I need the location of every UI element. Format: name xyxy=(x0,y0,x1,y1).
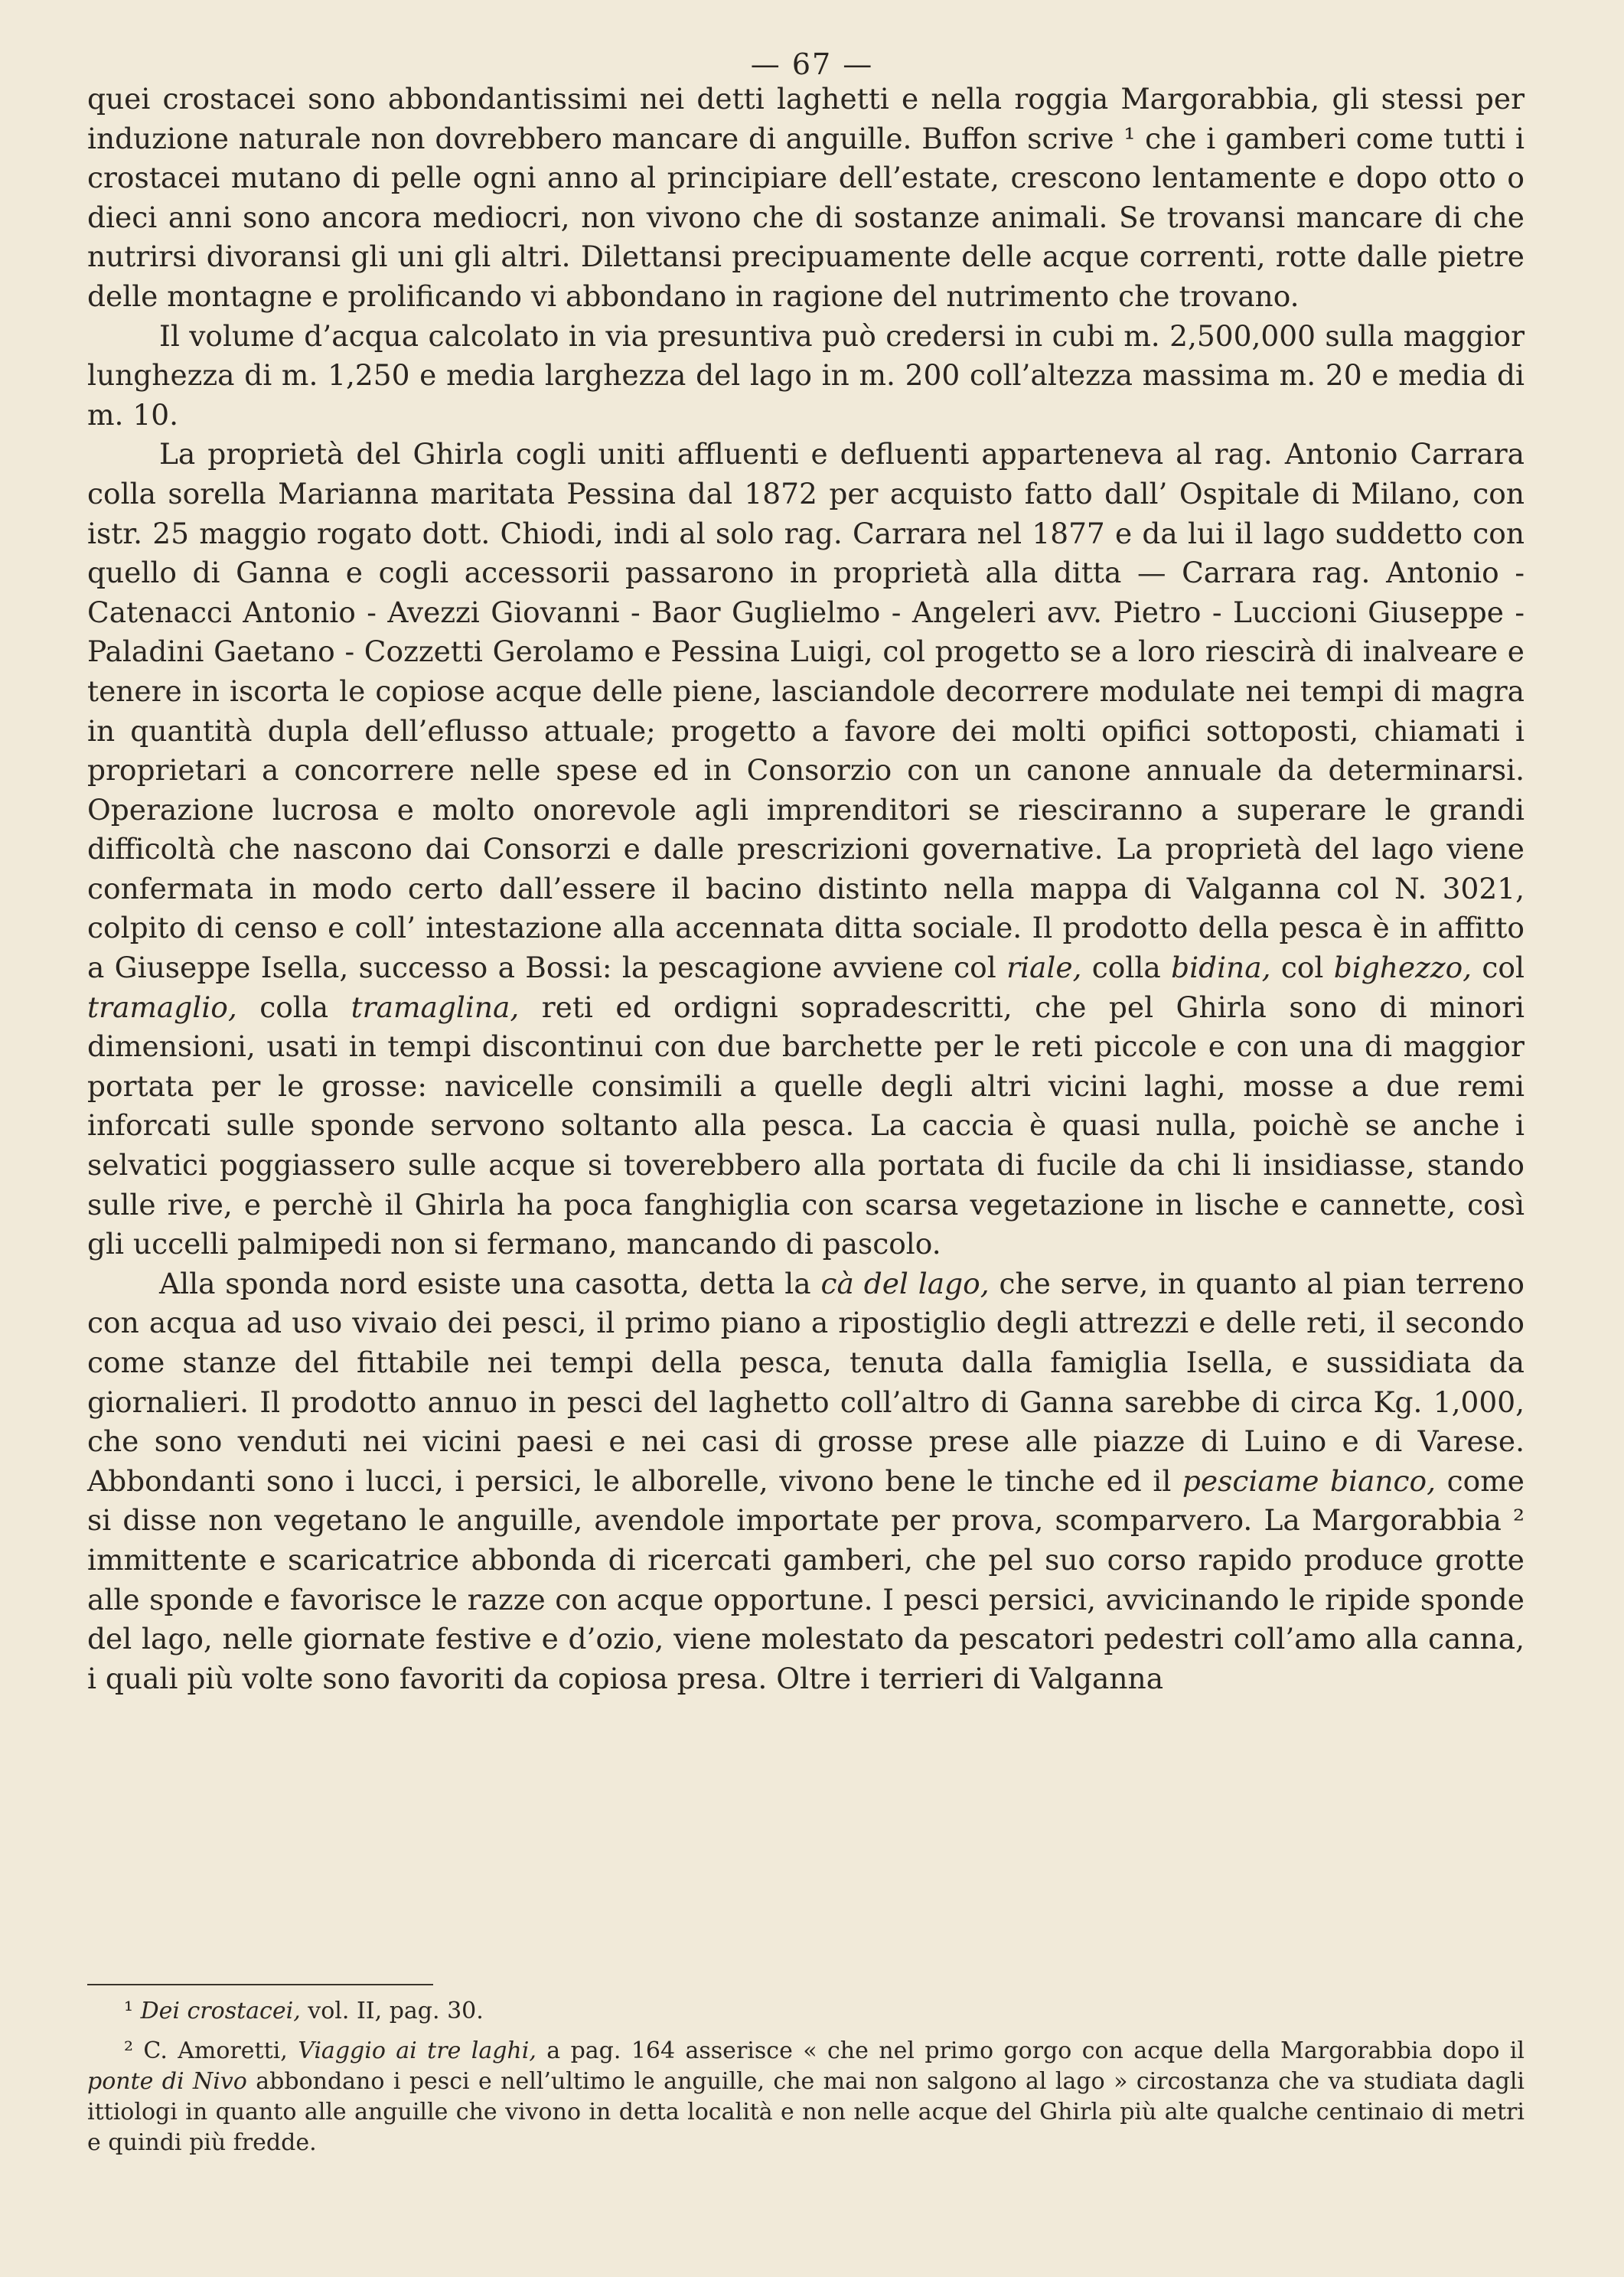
paragraph-3 xyxy=(87,435,1525,1264)
term-tramaglio: tramaglio, xyxy=(87,990,237,1024)
paragraph-3-text: col xyxy=(1270,951,1334,985)
paragraph-3-text: reti ed ordigni sopradescritti, che pel Ghirla sono di minori dimensioni, usati in tempi discontinui con due barchette per le reti piccole e con una di maggior portata per le grosse: navicelle consimili a quelle degli altri vicini laghi, mosse a due remi inforcati sulle sponde servono soltanto alla pesca. La caccia è quasi nulla, poichè se anche i selvatici poggiassero sulle acque si toverebbero alla portata di fucile da chi li insidiasse, stando sulle rive, e perchè il Ghirla ha poca fanghiglia con scarsa vegetazione in lische e cannette, così gli uccelli palmipedi non si fermano, mancando di pascolo. xyxy=(87,990,1525,1261)
footnote-1-marker: ¹ xyxy=(124,1998,141,2024)
footnote-1-text: vol. II, pag. 30. xyxy=(300,1998,484,2024)
paragraph-2-text: Il volume d’acqua calcolato in via presuntiva può credersi in cubi m. 2,500,000 sulla maggior lunghezza di m. 1,250 e media larghezza del lago in m. 200 coll’altezza massima m. 20 e media di m. 10. xyxy=(87,318,1525,432)
paragraph-4 xyxy=(87,1264,1525,1699)
paragraph-3-text: colla xyxy=(1081,951,1172,985)
term-bidina: bidina, xyxy=(1171,951,1271,985)
paragraph-2 xyxy=(87,317,1525,436)
footnotes xyxy=(87,1996,1525,2158)
paragraph-3-text: col xyxy=(1472,951,1525,985)
footnote-2-title: Viaggio ai tre laghi, xyxy=(298,2037,536,2064)
paragraph-4-text: Alla sponda nord esiste una casotta, detta la xyxy=(159,1266,821,1300)
paragraph-3-text: La proprietà del Ghirla cogli uniti affluenti e defluenti apparteneva al rag. Antonio Carrara colla sorella Marianna maritata Pessina dal 1872 per acquisto fatto dall’ Ospitale di Milano, con istr. 25 maggio rogato dott. Chiodi, indi al solo rag. Carrara nel 1877 e da lui il lago suddetto con quello di Ganna e cogli accessorii passarono in proprietà alla ditta — Carrara rag. Antonio - Catenacci Antonio - Avezzi Giovanni - Baor Guglielmo - Angeleri avv. Pietro - Luccioni Giuseppe - Paladini Gaetano - Cozzetti Gerolamo e Pessina Luigi, col progetto se a loro riescirà di inalveare e tenere in iscorta le copiose acque delle piene, lasciandole decorrere modulate nei tempi di magra in quantità dupla dell’eflusso attuale; progetto a favore dei molti opifici sottoposti, chiamati i proprietari a concorrere nelle spese ed in Consorzio con un canone annuale da determinarsi. Operazione lucrosa e molto onorevole agli imprenditori se riesciranno a superare le grandi difficoltà che nascono dai Consorzi e dalle prescrizioni governative. La proprietà del lago viene confermata in modo certo dall’essere il bacino distinto nella mappa di Valganna col N. 3021, colpito di censo e coll’ intestazione alla accennata ditta sociale. Il prodotto della pesca è in affitto a Giuseppe Isella, successo a Bossi: la pescagione avviene col xyxy=(87,437,1525,985)
footnote-2 xyxy=(87,2036,1525,2158)
term-riale: riale, xyxy=(1006,951,1082,985)
paragraph-4-text: che serve, in quanto al pian terreno con acqua ad uso vivaio dei pesci, il primo piano a ripostiglio degli attrezzi e delle reti, il secondo come stanze del fittabile nei tempi della pesca, tenuta dalla famiglia Isella, e sussidiata da giornalieri. Il prodotto annuo in pesci del laghetto coll’altro di Ganna sarebbe di circa Kg. 1,000, che sono venduti nei vicini paesi e nei casi di grosse prese alle piazze di Luino e di Varese. Abbondanti sono i lucci, i persici, le alborelle, vivono bene le tinche ed il xyxy=(87,1266,1525,1498)
footnote-divider xyxy=(87,1984,433,1985)
footnote-2-text: a pag. 164 asserisce « che nel primo gorgo con acque della Margorabbia dopo il xyxy=(536,2037,1525,2064)
paragraph-1-text: quei crostacei sono abbondantissimi nei detti laghetti e nella roggia Margorabbia, gli stessi per induzione naturale non dovrebbero mancare di anguille. Buffon scrive ¹ che i gamberi come tutti i crostacei mutano di pelle ogni anno al principiare dell’estate, crescono lentamente e dopo otto o dieci anni sono ancora mediocri, non vivono che di sostanze animali. Se trovansi mancare di che nutrirsi divoransi gli uni gli altri. Dilettansi precipuamente delle acque correnti, rotte dalle pietre delle montagne e prolificando vi abbondano in ragione del nutrimento che trovano. xyxy=(87,82,1525,313)
paragraph-3-text: colla xyxy=(236,990,351,1024)
term-bighezzo: bighezzo, xyxy=(1333,951,1472,985)
footnote-1-title: Dei crostacei, xyxy=(140,1998,301,2024)
footnote-2-text: ² C. Amoretti, xyxy=(124,2037,298,2064)
footnote-1 xyxy=(87,1996,1525,2027)
body-text xyxy=(87,80,1525,1698)
term-ca-del-lago: cà del lago, xyxy=(820,1266,990,1300)
footnote-2-text: abbondano i pesci e nell’ultimo le anguille, che mai non salgono al lago » circostanza che va studiata dagli ittiologi in quanto alle anguille che vivono in detta località e non nelle acque del Ghirla più alte qualche centinaio di metri e quindi più fredde. xyxy=(87,2068,1525,2156)
term-tramaglina: tramaglina, xyxy=(351,990,520,1024)
footnote-2-place: ponte di Nivo xyxy=(87,2068,247,2095)
paragraph-4-text: come si disse non vegetano le anguille, avendole importate per prova, scomparvero. La Margorabbia ² immittente e scaricatrice abbonda di ricercati gamberi, che pel suo corso rapido produce grotte alle sponde e favorisce le razze con acque opportune. I pesci persici, avvicinando le ripide sponde del lago, nelle giornate festive e d’ozio, viene molestato da pescatori pedestri coll’amo alla canna, i quali più volte sono favoriti da copiosa presa. Oltre i terrieri di Valganna xyxy=(87,1463,1525,1695)
page-number: — 67 — xyxy=(750,47,874,81)
paragraph-1 xyxy=(87,80,1525,317)
term-pesciame-bianco: pesciame bianco, xyxy=(1182,1463,1436,1498)
